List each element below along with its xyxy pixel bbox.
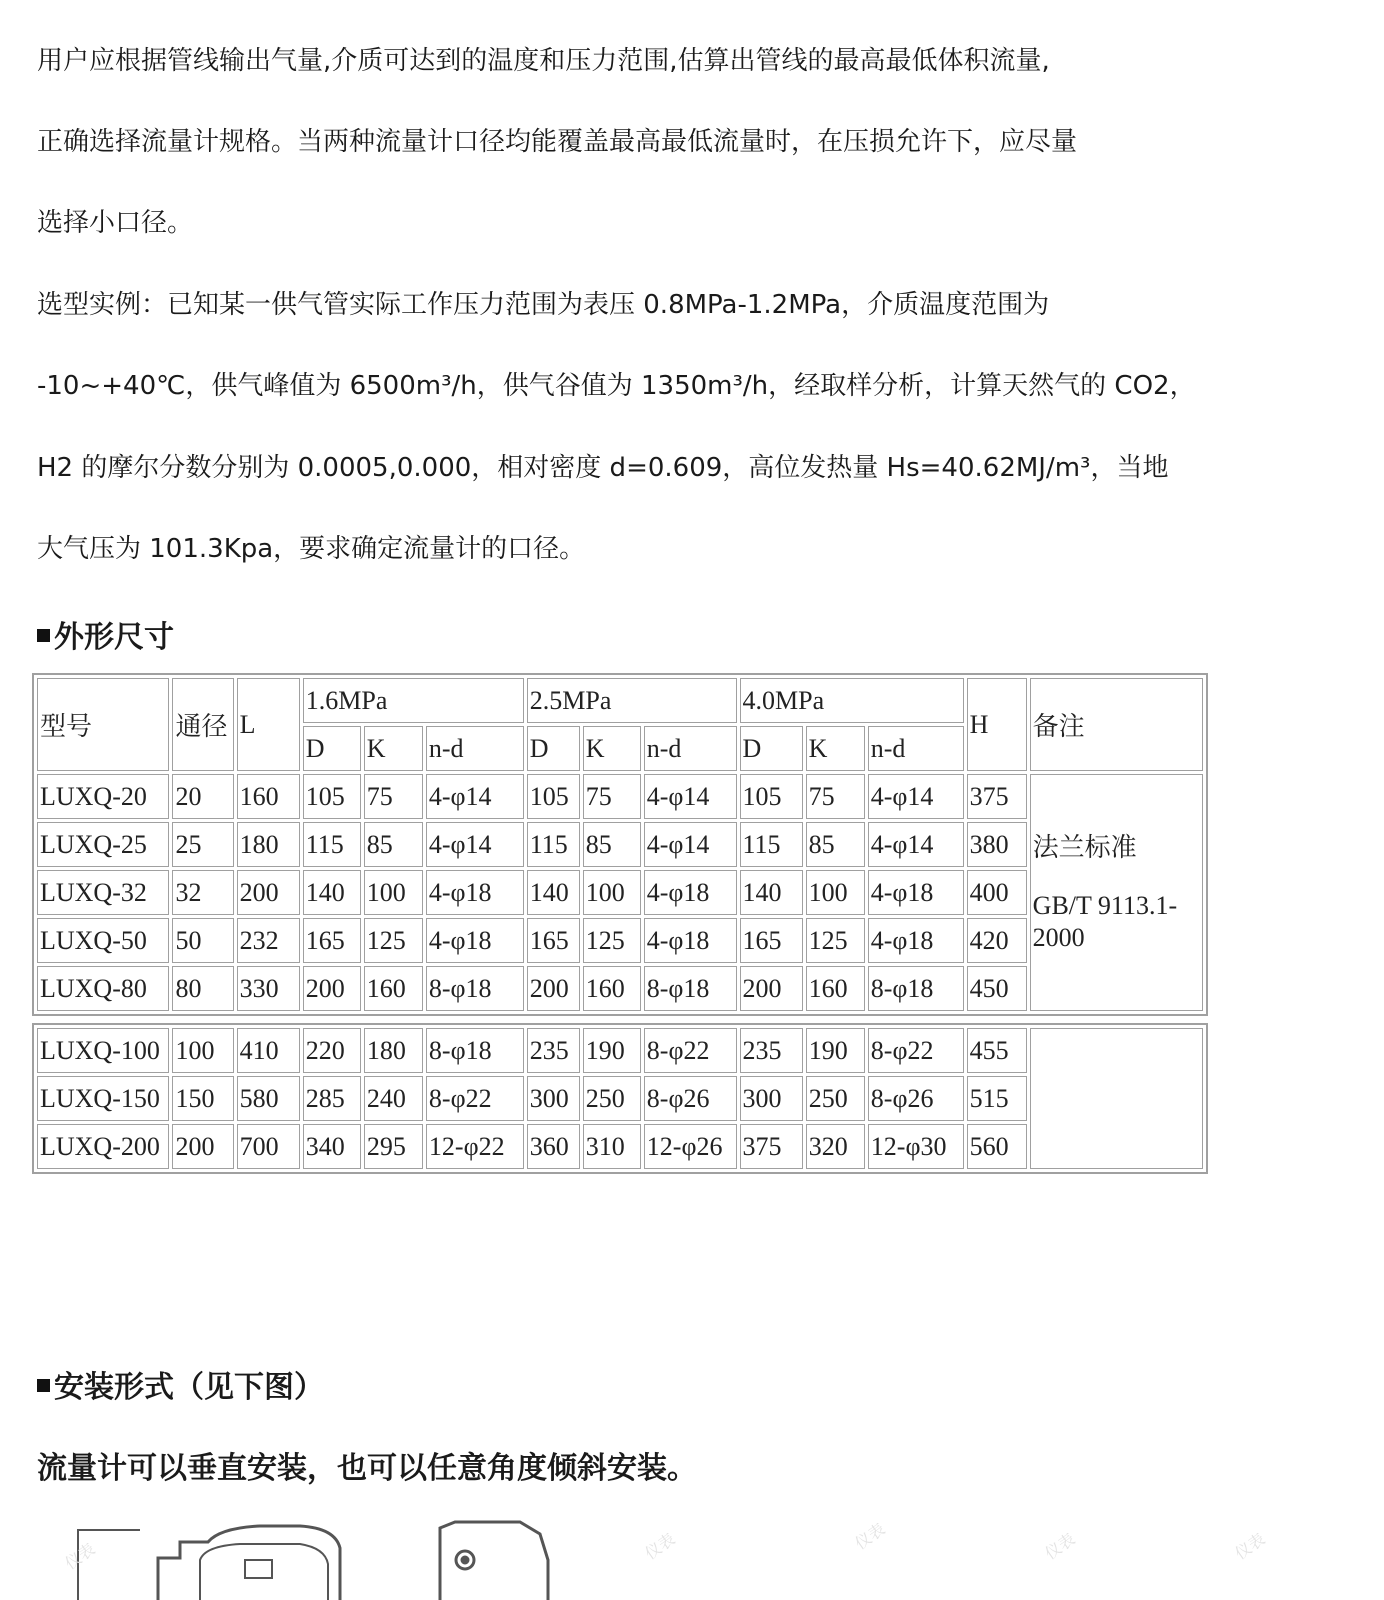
cell-nd-4-0: 12-φ30: [868, 1124, 964, 1169]
cell-length: 200: [237, 870, 300, 915]
cell-h: 380: [967, 822, 1027, 867]
cell-d-2-5: 165: [527, 918, 580, 963]
intro-line-4: 选型实例：已知某一供气管实际工作压力范围为表压 0.8MPa-1.2MPa，介质温度范围为: [37, 290, 1050, 320]
header-d: D: [527, 726, 580, 771]
intro-line-2: 正确选择流量计规格。当两种流量计口径均能覆盖最高最低流量时，在压损允许下，应尽量: [37, 127, 1078, 157]
cell-k-4-0: 75: [806, 774, 865, 819]
cell-k-2-5: 100: [583, 870, 641, 915]
cell-h: 515: [967, 1076, 1027, 1121]
cell-h: 400: [967, 870, 1027, 915]
cell-length: 330: [237, 966, 300, 1011]
cell-nd-2-5: 4-φ18: [644, 918, 737, 963]
table-row: [37, 966, 1203, 1011]
cell-nd-2-5: 8-φ26: [644, 1076, 737, 1121]
cell-model: LUXQ-200: [37, 1124, 169, 1169]
header-l: L: [237, 678, 300, 771]
cell-k-4-0: 160: [806, 966, 865, 1011]
cell-d-2-5: 115: [527, 822, 580, 867]
cell-bore: 50: [172, 918, 233, 963]
cell-d-2-5: 105: [527, 774, 580, 819]
cell-nd-2-5: 8-φ22: [644, 1028, 737, 1073]
cell-nd-2-5: 4-φ14: [644, 774, 737, 819]
header-note: 备注: [1030, 678, 1203, 771]
section-heading-installation: [37, 1362, 324, 1406]
cell-k-1-6: 85: [364, 822, 423, 867]
cell-d-2-5: 235: [527, 1028, 580, 1073]
note-flange-standard: 法兰标准: [1032, 832, 1137, 863]
table-row: [37, 1028, 1203, 1073]
intro-line-3: 选择小口径。: [37, 208, 194, 238]
header-model: 型号: [37, 678, 169, 771]
cell-d-1-6: 165: [303, 918, 361, 963]
cell-d-4-0: 375: [740, 1124, 803, 1169]
cell-d-4-0: 115: [740, 822, 803, 867]
cell-k-1-6: 100: [364, 870, 423, 915]
cell-bore: 25: [172, 822, 233, 867]
cell-length: 232: [237, 918, 300, 963]
cell-d-2-5: 300: [527, 1076, 580, 1121]
cell-note: [1030, 1028, 1203, 1169]
svg-text:仪表: 仪表: [61, 1539, 99, 1574]
cell-bore: 150: [172, 1076, 233, 1121]
section-heading-dimensions: [37, 612, 174, 656]
cell-d-1-6: 340: [303, 1124, 361, 1169]
cell-nd-4-0: 8-φ18: [868, 966, 964, 1011]
cell-d-1-6: 105: [303, 774, 361, 819]
cell-d-4-0: 235: [740, 1028, 803, 1073]
cell-k-4-0: 100: [806, 870, 865, 915]
cell-bore: 200: [172, 1124, 233, 1169]
cell-h: 560: [967, 1124, 1027, 1169]
cell-h: 450: [967, 966, 1027, 1011]
cell-h: 420: [967, 918, 1027, 963]
cell-nd-1-6: 4-φ14: [426, 774, 524, 819]
cell-k-2-5: 310: [583, 1124, 641, 1169]
cell-k-1-6: 125: [364, 918, 423, 963]
intro-line-1: 用户应根据管线输出气量,介质可达到的温度和压力范围,估算出管线的最高最低体积流量,: [37, 46, 1050, 76]
header-k: K: [364, 726, 423, 771]
cell-nd-2-5: 4-φ14: [644, 822, 737, 867]
cell-nd-4-0: 4-φ18: [868, 918, 964, 963]
square-bullet-icon: [37, 1379, 50, 1392]
header-d: D: [740, 726, 803, 771]
cell-nd-4-0: 8-φ26: [868, 1076, 964, 1121]
header-d: D: [303, 726, 361, 771]
cell-k-1-6: 295: [364, 1124, 423, 1169]
dimensions-table-large: [32, 1023, 1208, 1174]
cell-d-1-6: 140: [303, 870, 361, 915]
square-bullet-icon: [37, 629, 50, 642]
cell-model: LUXQ-80: [37, 966, 169, 1011]
cell-d-4-0: 165: [740, 918, 803, 963]
cell-d-1-6: 200: [303, 966, 361, 1011]
cell-nd-2-5: 12-φ26: [644, 1124, 737, 1169]
header-pressure-1-6: 1.6MPa: [303, 678, 524, 723]
cell-k-1-6: 160: [364, 966, 423, 1011]
cell-nd-4-0: 4-φ18: [868, 870, 964, 915]
cell-length: 160: [237, 774, 300, 819]
header-nd: n-d: [644, 726, 737, 771]
cell-nd-1-6: 4-φ18: [426, 870, 524, 915]
cell-k-2-5: 125: [583, 918, 641, 963]
cell-nd-1-6: 4-φ14: [426, 822, 524, 867]
cell-model: LUXQ-25: [37, 822, 169, 867]
header-pressure-2-5: 2.5MPa: [527, 678, 737, 723]
table-row: [37, 870, 1203, 915]
cell-model: LUXQ-32: [37, 870, 169, 915]
header-nd: n-d: [868, 726, 964, 771]
intro-line-6: H2 的摩尔分数分别为 0.0005,0.000，相对密度 d=0.609，高位发热量 Hs=40.62MJ/m³，当地: [37, 453, 1169, 483]
note-standard-code: GB/T 9113.1-2000: [1032, 890, 1178, 952]
svg-text:仪表: 仪表: [851, 1519, 889, 1554]
cell-bore: 32: [172, 870, 233, 915]
cell-k-1-6: 240: [364, 1076, 423, 1121]
cell-k-2-5: 85: [583, 822, 641, 867]
cell-model: LUXQ-20: [37, 774, 169, 819]
cell-k-4-0: 85: [806, 822, 865, 867]
cell-d-2-5: 360: [527, 1124, 580, 1169]
cell-nd-2-5: 8-φ18: [644, 966, 737, 1011]
cell-bore: 20: [172, 774, 233, 819]
cell-d-2-5: 140: [527, 870, 580, 915]
svg-text:仪表: 仪表: [1041, 1529, 1079, 1564]
cell-bore: 100: [172, 1028, 233, 1073]
table-row: [37, 1124, 1203, 1169]
cell-k-2-5: 250: [583, 1076, 641, 1121]
cell-k-4-0: 250: [806, 1076, 865, 1121]
cell-note: [1030, 774, 1203, 1011]
cell-d-1-6: 115: [303, 822, 361, 867]
header-k: K: [806, 726, 865, 771]
cell-d-1-6: 285: [303, 1076, 361, 1121]
cell-h: 375: [967, 774, 1027, 819]
cell-model: LUXQ-100: [37, 1028, 169, 1073]
cell-nd-4-0: 4-φ14: [868, 822, 964, 867]
cell-length: 180: [237, 822, 300, 867]
cell-nd-1-6: 12-φ22: [426, 1124, 524, 1169]
table-row: [37, 822, 1203, 867]
header-pressure-4-0: 4.0MPa: [740, 678, 964, 723]
cell-nd-4-0: 4-φ14: [868, 774, 964, 819]
cell-d-1-6: 220: [303, 1028, 361, 1073]
cell-length: 410: [237, 1028, 300, 1073]
cell-k-4-0: 125: [806, 918, 865, 963]
cell-k-2-5: 75: [583, 774, 641, 819]
header-h: H: [967, 678, 1027, 771]
cell-d-4-0: 200: [740, 966, 803, 1011]
header-k: K: [583, 726, 641, 771]
table-row: [37, 774, 1203, 819]
cell-nd-1-6: 8-φ22: [426, 1076, 524, 1121]
cell-nd-1-6: 8-φ18: [426, 966, 524, 1011]
cell-bore: 80: [172, 966, 233, 1011]
cell-nd-1-6: 8-φ18: [426, 1028, 524, 1073]
cell-k-4-0: 190: [806, 1028, 865, 1073]
cell-model: LUXQ-50: [37, 918, 169, 963]
cell-d-2-5: 200: [527, 966, 580, 1011]
cell-nd-2-5: 4-φ18: [644, 870, 737, 915]
cell-d-4-0: 300: [740, 1076, 803, 1121]
svg-text:仪表: 仪表: [1231, 1529, 1269, 1564]
header-nd: n-d: [426, 726, 524, 771]
cell-k-1-6: 180: [364, 1028, 423, 1073]
cell-k-2-5: 190: [583, 1028, 641, 1073]
table-row: [37, 1076, 1203, 1121]
intro-line-5: -10~+40℃，供气峰值为 6500m³/h，供气谷值为 1350m³/h，经取样分析，计算天然气的 CO2，: [37, 371, 1196, 401]
cell-length: 700: [237, 1124, 300, 1169]
cell-d-4-0: 105: [740, 774, 803, 819]
intro-line-7: 大气压为 101.3Kpa，要求确定流量计的口径。: [37, 534, 586, 564]
svg-text:仪表: 仪表: [641, 1529, 679, 1564]
installation-subtitle: 流量计可以垂直安装，也可以任意角度倾斜安装。: [37, 1451, 697, 1486]
cell-nd-4-0: 8-φ22: [868, 1028, 964, 1073]
cell-h: 455: [967, 1028, 1027, 1073]
cell-k-4-0: 320: [806, 1124, 865, 1169]
cell-d-4-0: 140: [740, 870, 803, 915]
section-title: 安装形式（见下图）: [54, 1370, 324, 1405]
dimensions-table-main: [32, 673, 1208, 1016]
cell-length: 580: [237, 1076, 300, 1121]
installation-figure: [0, 1500, 1384, 1600]
header-bore: 通径: [172, 678, 233, 771]
table-row: [37, 918, 1203, 963]
section-title: 外形尺寸: [54, 620, 174, 655]
cell-model: LUXQ-150: [37, 1076, 169, 1121]
cell-k-2-5: 160: [583, 966, 641, 1011]
cell-nd-1-6: 4-φ18: [426, 918, 524, 963]
cell-k-1-6: 75: [364, 774, 423, 819]
